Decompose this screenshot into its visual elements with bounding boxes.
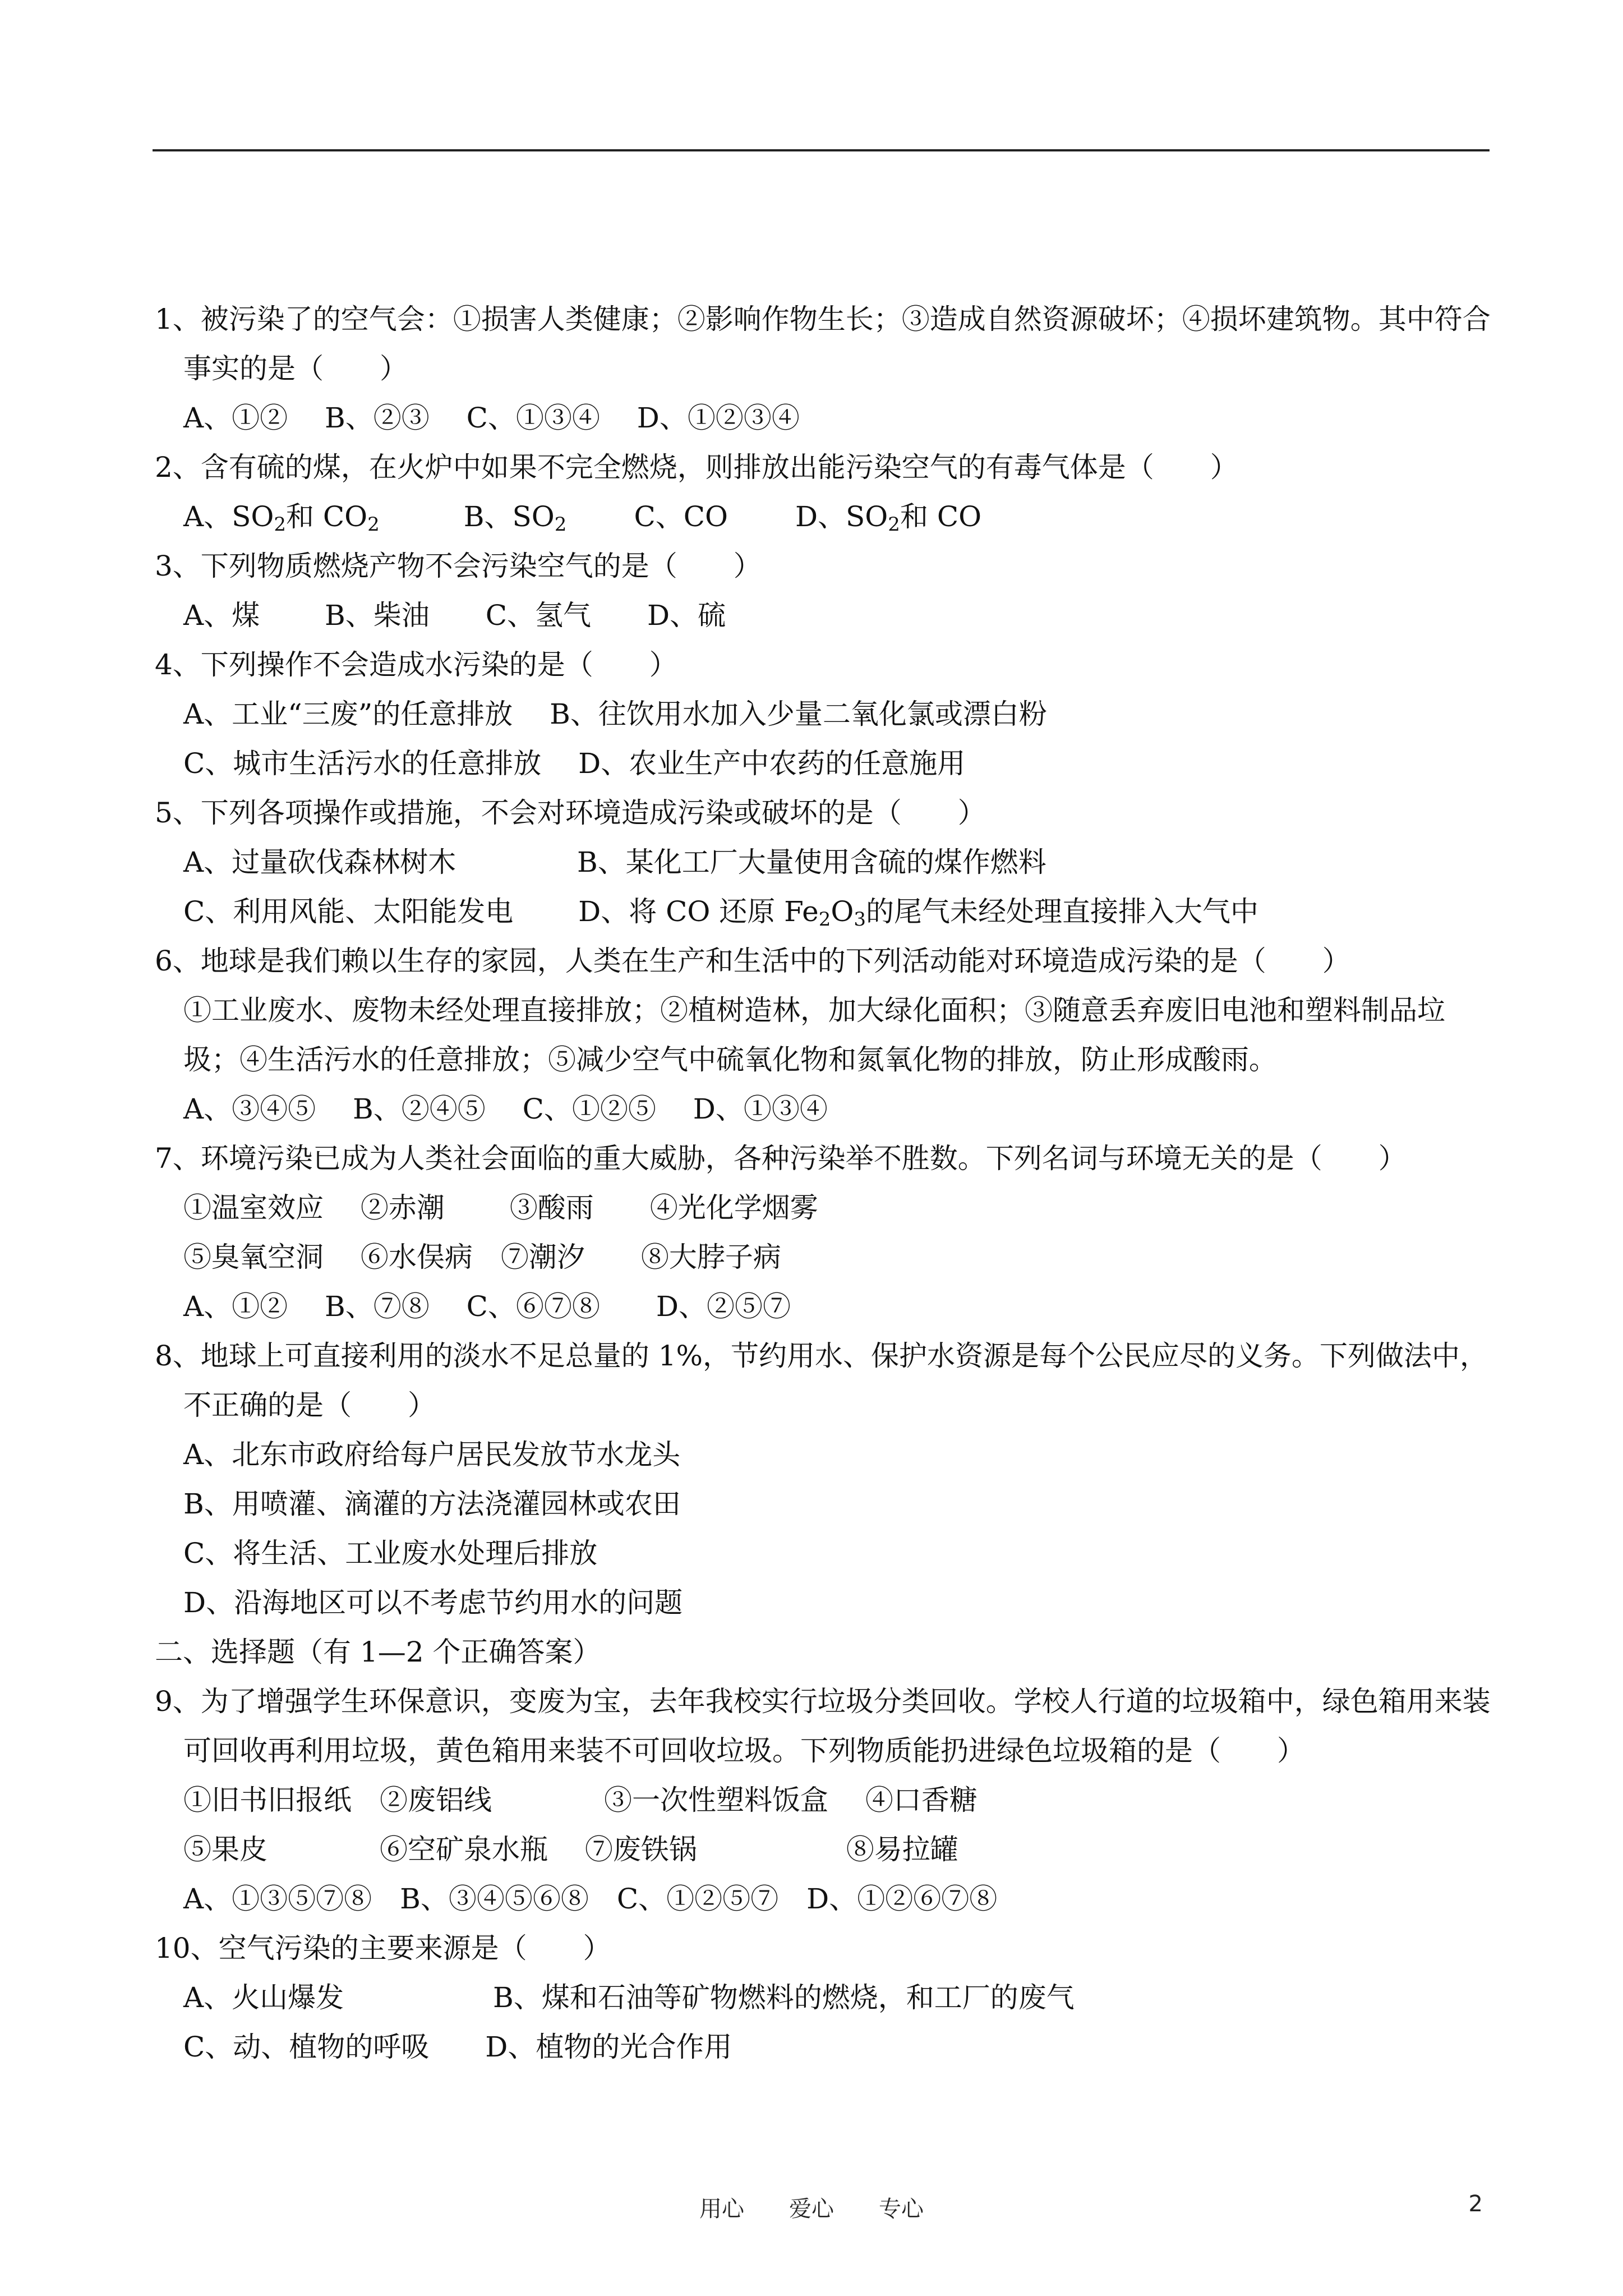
question-8-option-a: A、北东市政府给每户居民发放节水龙头 [183, 1438, 681, 1471]
q5-option-d: D、将 CO 还原 $Fe_2O_3$的尾气未经处理直接排入大气中 [578, 895, 1259, 931]
question-6-statements: ①工业废水、废物未经处理直接排放；②植树造林，加大绿化面积；③随意丢弃废旧电池和塑料制品垃圾；④生活污水的任意排放；⑤减少空气中硫氧化物和氮氧化物的排放，防止形成酸雨。 [183, 994, 1445, 1076]
question-4-stem: 4、下列操作不会造成水污染的是（ ） [155, 648, 677, 681]
section-2-heading: 二、选择题（有 1—2 个正确答案） [155, 1636, 601, 1668]
question-9-options: A、①③⑤⑦⑧ B、③④⑤⑥⑧ C、①②⑤⑦ D、①②⑥⑦⑧ [183, 1883, 998, 1915]
question-7-stem: 7、环境污染已成为人类社会面临的重大威胁，各种污染举不胜数。下列名词与环境无关的是（ ） [155, 1142, 1407, 1175]
question-6-options: A、③④⑤ B、②④⑤ C、①②⑤ D、①③④ [183, 1093, 828, 1125]
question-6-stem: 6、地球是我们赖以生存的家园，人类在生产和生活中的下列活动能对环境造成污染的是（ ） [155, 945, 1350, 977]
question-3-stem: 3、下列物质燃烧产物不会污染空气的是（ ） [155, 550, 762, 582]
question-7-options: A、①② B、⑦⑧ C、⑥⑦⑧ D、②⑤⑦ [183, 1290, 791, 1323]
question-7-items-line-2: ⑤臭氧空洞 ⑥水俣病 ⑦潮汐 ⑧大脖子病 [183, 1241, 781, 1273]
question-list [155, 295, 1496, 2072]
question-9-items-line-2: ⑤果皮 ⑥空矿泉水瓶 ⑦废铁锅 ⑧易拉罐 [183, 1833, 958, 1866]
question-5-stem: 5、下列各项操作或措施，不会对环境造成污染或破坏的是（ ） [155, 797, 986, 829]
footer-motto: 用心 爱心 专心 [699, 2196, 924, 2222]
question-4-options-line-1: A、工业“三废”的任意排放 B、往饮用水加入少量二氧化氯或漂白粉 [183, 698, 1047, 730]
question-9-items-line-1: ①旧书旧报纸 ②废铝线 ③一次性塑料饭盒 ④口香糖 [183, 1784, 978, 1816]
question-8-stem: 8、地球上可直接利用的淡水不足总量的 1%，节约用水、保护水资源是每个公民应尽的义务。下列做法中，不正确的是（ ） [155, 1340, 1488, 1421]
question-8-option-b: B、用喷灌、滴灌的方法浇灌园林或农田 [183, 1488, 681, 1520]
question-8-option-d: D、沿海地区可以不考虑节约用水的问题 [183, 1586, 683, 1619]
q2-option-d: D、$SO_2$和 CO [795, 500, 982, 536]
question-1-stem: 1、被污染了的空气会：①损害人类健康；②影响作物生长；③造成自然资源破坏；④损坏建筑物。其中符合事实的是（ ） [155, 303, 1491, 385]
question-5-options-line-1: A、过量砍伐森林树木 B、某化工厂大量使用含硫的煤作燃料 [183, 846, 1046, 878]
page-number: 2 [1468, 2191, 1483, 2217]
question-8-option-c: C、将生活、工业废水处理后排放 [183, 1537, 598, 1570]
question-10-options-line-2: C、动、植物的呼吸 D、植物的光合作用 [183, 2031, 732, 2063]
question-1-options: A、①② B、②③ C、①③④ D、①②③④ [183, 402, 800, 434]
question-2-options [155, 492, 1496, 541]
question-10-stem: 10、空气污染的主要来源是（ ） [155, 1932, 611, 1964]
question-9-stem: 9、为了增强学生环保意识，变废为宝，去年我校实行垃圾分类回收。学校人行道的垃圾箱中，绿色箱用来装可回收再利用垃圾，黄色箱用来装不可回收垃圾。下列物质能扔进绿色垃圾箱的是（ ） [155, 1685, 1491, 1767]
question-5-options-line-2 [155, 887, 1496, 936]
question-4-options-line-2: C、城市生活污水的任意排放 D、农业生产中农药的任意施用 [183, 747, 966, 780]
header-rule [153, 149, 1490, 151]
question-7-items-line-1: ①温室效应 ②赤潮 ③酸雨 ④光化学烟雾 [183, 1191, 818, 1224]
question-3-options: A、煤 B、柴油 C、氢气 D、硫 [183, 599, 726, 632]
q2-option-a: A、$SO_2$和 $CO_2$ [183, 500, 380, 536]
q2-option-c: C、CO [634, 500, 728, 533]
question-2-stem: 2、含有硫的煤，在火炉中如果不完全燃烧，则排放出能污染空气的有毒气体是（ ） [155, 451, 1238, 484]
question-10-options-line-1: A、火山爆发 B、煤和石油等矿物燃料的燃烧，和工厂的废气 [183, 1981, 1075, 2014]
q2-option-b: B、$SO_2$ [463, 500, 567, 536]
q5-option-c: C、利用风能、太阳能发电 [183, 895, 579, 928]
